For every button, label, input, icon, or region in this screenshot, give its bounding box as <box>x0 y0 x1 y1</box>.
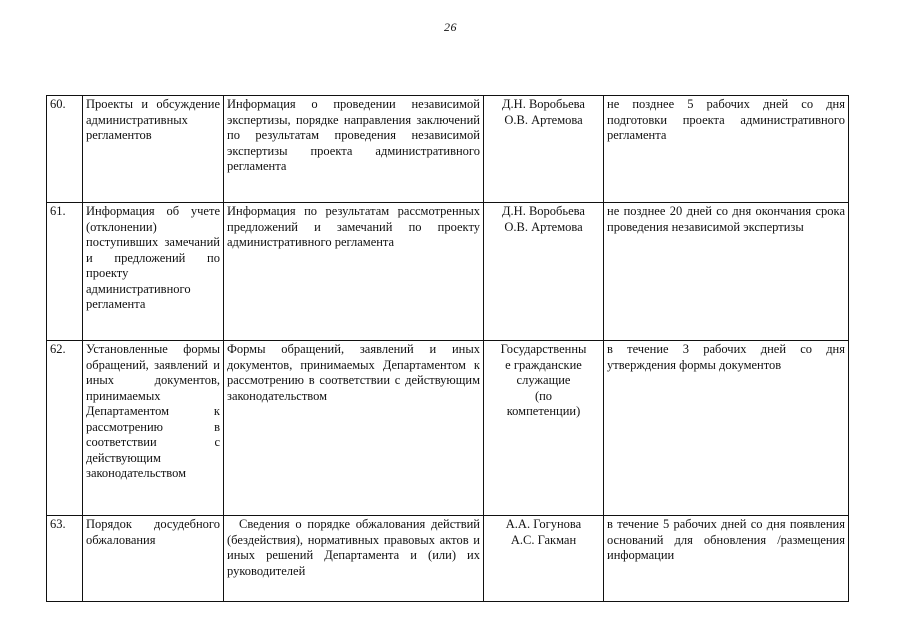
responsible-person: (по <box>534 388 553 403</box>
responsible-person: О.В. Артемова <box>504 112 583 127</box>
regulation-table <box>46 95 849 602</box>
item-term: не позднее 5 рабочих дней со дня подготовки проекта административного регламента <box>604 96 849 203</box>
item-term: не позднее 20 дней со дня окончания срока проведения независимой экспертизы <box>604 203 849 341</box>
row-number: 62. <box>47 341 83 516</box>
item-term: в течение 3 рабочих дней со дня утверждения формы документов <box>604 341 849 516</box>
responsible-person: А.С. Гакман <box>510 532 577 547</box>
item-info: Формы обращений, заявлений и иных документов, принимаемых Департаментом к рассмотрению в соответствии с действующим законодательством <box>224 341 484 516</box>
table-row <box>47 96 849 203</box>
item-responsible <box>484 516 604 602</box>
item-name: Информация об учете (отклонении) поступивших замечаний и предложений по проекту административного регламента <box>83 203 224 341</box>
item-name: Установленные формы обращений, заявлений и иных документов, принимаемых Департаментом к рассмотрению в соответствии с действующим законодательством <box>83 341 224 516</box>
row-number: 60. <box>47 96 83 203</box>
item-info: Информация о проведении независимой экспертизы, порядке направления заключений по результатам проведения независимой экспертизы проекта административного регламента <box>224 96 484 203</box>
responsible-person: Д.Н. Воробьева <box>502 204 585 218</box>
responsible-person: е гражданские <box>505 357 582 372</box>
responsible-person: А.А. Гогунова <box>505 517 582 531</box>
item-term: в течение 5 рабочих дней со дня появления оснований для обновления /размещения информации <box>604 516 849 602</box>
row-number: 63. <box>47 516 83 602</box>
table-row <box>47 203 849 341</box>
item-info: Сведения о порядке обжалования действий (бездействия), нормативных правовых актов и иных решений Департамента и (или) их руководителей <box>224 516 484 602</box>
table-row <box>47 341 849 516</box>
item-responsible <box>484 341 604 516</box>
item-responsible <box>484 96 604 203</box>
responsible-person: компетенции) <box>506 404 581 418</box>
item-responsible <box>484 203 604 341</box>
table-row <box>47 516 849 602</box>
responsible-person: Государственны <box>500 342 587 356</box>
responsible-person: служащие <box>516 373 571 387</box>
page-number: 26 <box>444 20 457 34</box>
item-name: Порядок досудебного обжалования <box>83 516 224 602</box>
responsible-person: О.В. Артемова <box>504 219 583 234</box>
responsible-person: Д.Н. Воробьева <box>502 97 585 111</box>
row-number: 61. <box>47 203 83 341</box>
item-info: Информация по результатам рассмотренных предложений и замечаний по проекту административного регламента <box>224 203 484 341</box>
item-name: Проекты и обсуждение административных регламентов <box>83 96 224 203</box>
